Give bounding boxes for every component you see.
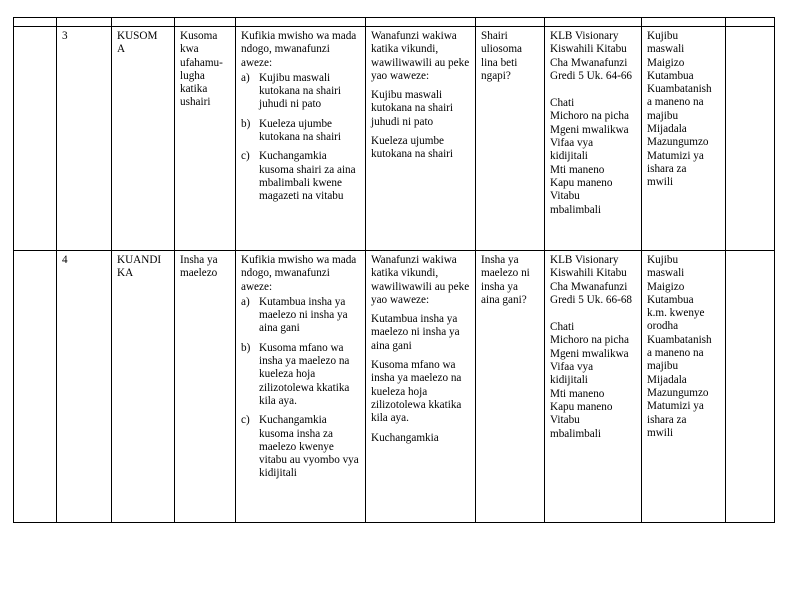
learning-experiences-cell: [366, 251, 476, 523]
list-marker: a): [241, 295, 250, 308]
header-cell: [175, 18, 236, 27]
substrand-cell: Kusoma kwa ufahamu- lugha katika ushairi: [175, 27, 236, 251]
inquiry-question-cell: Insha ya maelezo ni insha ya aina gani?: [476, 251, 545, 523]
list-item-text: Kuchangamkia kusoma shairi za aina mbalimbali kwene magazeti na vitabu: [259, 150, 356, 203]
week-cell: [14, 27, 57, 251]
textbook-reference: KLB Visionary Kiswahili Kitabu Cha Mwanafunzi Gredi 5 Uk. 64-66: [550, 30, 633, 82]
list-marker: b): [241, 341, 251, 354]
experience-paragraph: Kujibu maswali kutokana na shairi juhudi ni pato: [371, 89, 454, 128]
experience-paragraph: Wanafunzi wakiwa katika vikundi, wawiliwawili au peke yao waweze:: [371, 30, 470, 82]
list-item-text: Kuchangamkia kusoma insha za maelezo kwenye vitabu au vyombo vya kidijitali: [259, 414, 359, 480]
week-cell: [14, 251, 57, 523]
resource-list: Chati Michoro na picha Mgeni mwalikwa Vifaa vya kidijitali Mti maneno Kapu maneno Vitabu mbalimbali: [550, 321, 629, 440]
list-marker: a): [241, 71, 250, 84]
list-marker: c): [241, 150, 250, 163]
list-item-text: Kusoma mfano wa insha ya maelezo na kueleza hoja zilizotolewa kkatika kila aya.: [259, 341, 350, 407]
substrand-cell: Insha ya maelezo: [175, 251, 236, 523]
header-cell: [57, 18, 112, 27]
outcomes-intro: Kufikia mwisho wa mada ndogo, mwanafunzi aweze:: [241, 254, 357, 293]
learning-outcomes-cell: [236, 27, 366, 251]
experience-paragraph: Kutambua insha ya maelezo ni insha ya aina gani: [371, 313, 460, 352]
remarks-cell: [726, 251, 775, 523]
header-cell: [14, 18, 57, 27]
header-cell: [366, 18, 476, 27]
outcomes-list: [241, 72, 361, 204]
header-cell: [545, 18, 642, 27]
resource-list: Chati Michoro na picha Mgeni mwalikwa Vifaa vya kidijitali Mti maneno Kapu maneno Vitabu mbalimbali: [550, 97, 629, 216]
list-item: [241, 72, 361, 112]
header-cell: [476, 18, 545, 27]
learning-experiences-cell: [366, 27, 476, 251]
experience-paragraph: Wanafunzi wakiwa katika vikundi, wawiliwawili au peke yao waweze:: [371, 254, 470, 306]
learning-outcomes-cell: [236, 251, 366, 523]
list-marker: b): [241, 117, 251, 130]
strand-cell: KUANDI KA: [112, 251, 175, 523]
table-header-row: [14, 18, 775, 27]
table-row: [14, 27, 775, 251]
strand-cell: KUSOM A: [112, 27, 175, 251]
header-cell: [236, 18, 366, 27]
assessment-cell: Kujibu maswali Maigizo Kutambua Kuambatanish a maneno na majibu Mijadala Mazungumzo Matumizi ya ishara za mwili: [642, 27, 726, 251]
list-item: [241, 118, 361, 145]
outcomes-intro: Kufikia mwisho wa mada ndogo, mwanafunzi aweze:: [241, 30, 357, 69]
list-item-text: Kujibu maswali kutokana na shairi juhudi ni pato: [259, 71, 342, 111]
assessment-cell: Kujibu maswali Maigizo Kutambua k.m. kwenye orodha Kuambatanish a maneno na majibu Mijadala Mazungumzo Matumizi ya ishara za mwili: [642, 251, 726, 523]
lesson-number: 4: [57, 251, 112, 523]
scheme-of-work-table: [13, 17, 775, 523]
table-row: [14, 251, 775, 523]
list-item: [241, 296, 361, 336]
list-item: [241, 414, 361, 480]
experience-paragraph: Kuchangamkia: [371, 431, 439, 444]
header-cell: [112, 18, 175, 27]
resources-cell: [545, 27, 642, 251]
resources-cell: [545, 251, 642, 523]
textbook-reference: KLB Visionary Kiswahili Kitabu Cha Mwanafunzi Gredi 5 Uk. 66-68: [550, 254, 633, 306]
header-cell: [726, 18, 775, 27]
experience-paragraph: Kusoma mfano wa insha ya maelezo na kueleza hoja zilizotolewa kkatika kila aya.: [371, 359, 462, 425]
experience-paragraph: Kueleza ujumbe kutokana na shairi: [371, 135, 454, 161]
header-cell: [642, 18, 726, 27]
list-item: [241, 342, 361, 408]
remarks-cell: [726, 27, 775, 251]
list-item: [241, 150, 361, 203]
list-item-text: Kutambua insha ya maelezo ni insha ya aina gani: [259, 295, 348, 335]
outcomes-list: [241, 296, 361, 481]
list-item-text: Kueleza ujumbe kutokana na shairi: [259, 117, 342, 144]
lesson-number: 3: [57, 27, 112, 251]
inquiry-question-cell: Shairi uliosoma lina beti ngapi?: [476, 27, 545, 251]
list-marker: c): [241, 414, 250, 427]
